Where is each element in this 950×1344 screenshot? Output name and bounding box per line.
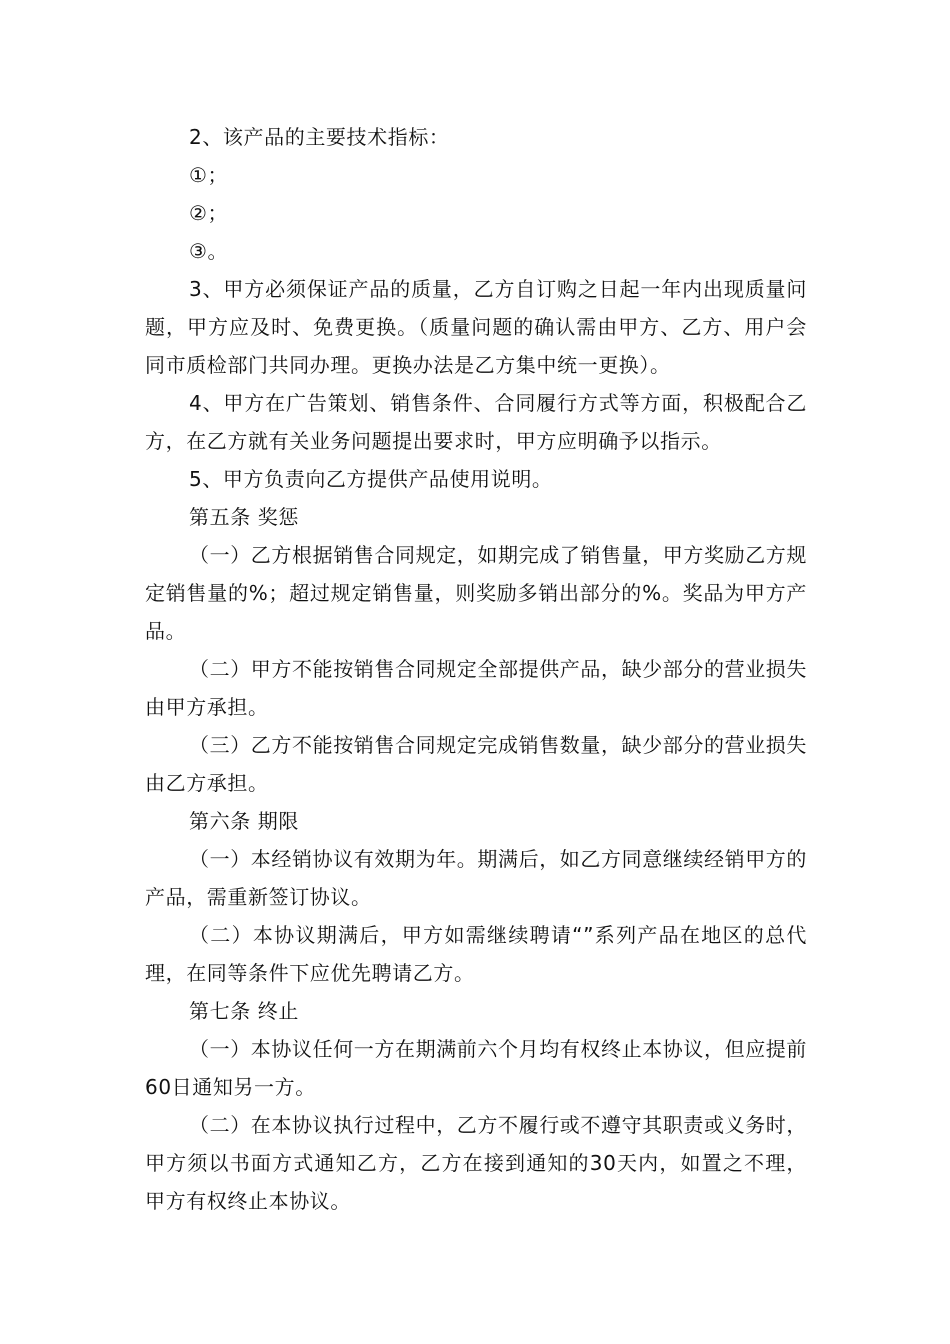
article-5-item-2: （二）甲方不能按销售合同规定全部提供产品，缺少部分的营业损失由甲方承担。 xyxy=(145,657,807,719)
spec-item-3: ③。 xyxy=(189,239,229,263)
article-5-item-3: （三）乙方不能按销售合同规定完成销售数量，缺少部分的营业损失由乙方承担。 xyxy=(145,733,807,795)
article-7-item-2: （二）在本协议执行过程中，乙方不履行或不遵守其职责或义务时，甲方须以书面方式通知乙方，乙方在接到通知的30天内，如置之不理，甲方有权终止本协议。 xyxy=(145,1113,807,1213)
clause-cooperation: 4、甲方在广告策划、销售条件、合同履行方式等方面，积极配合乙方，在乙方就有关业务问题提出要求时，甲方应明确予以指示。 xyxy=(145,391,807,453)
clause-quality: 3、甲方必须保证产品的质量，乙方自订购之日起一年内出现质量问题，甲方应及时、免费更换。（质量问题的确认需由甲方、乙方、用户会同市质检部门共同办理。更换办法是乙方集中统一更换）。 xyxy=(145,277,807,377)
document-body xyxy=(145,118,807,1220)
article-5-heading: 第五条 奖惩 xyxy=(189,505,299,529)
spec-heading: 2、该产品的主要技术指标： xyxy=(189,125,450,149)
article-6-item-2: （二）本协议期满后，甲方如需继续聘请“”系列产品在地区的总代理，在同等条件下应优先聘请乙方。 xyxy=(145,923,807,985)
spec-item-1: ①； xyxy=(189,163,229,187)
clause-instructions: 5、甲方负责向乙方提供产品使用说明。 xyxy=(189,467,553,491)
article-7-heading: 第七条 终止 xyxy=(189,999,299,1023)
article-6-heading: 第六条 期限 xyxy=(189,809,299,833)
article-6-item-1: （一）本经销协议有效期为年。期满后，如乙方同意继续经销甲方的产品，需重新签订协议。 xyxy=(145,847,807,909)
article-7-item-1: （一）本协议任何一方在期满前六个月均有权终止本协议，但应提前60日通知另一方。 xyxy=(145,1037,807,1099)
spec-item-2: ②； xyxy=(189,201,229,225)
article-5-item-1: （一）乙方根据销售合同规定，如期完成了销售量，甲方奖励乙方规定销售量的%；超过规定销售量，则奖励多销出部分的%。奖品为甲方产品。 xyxy=(145,543,807,643)
